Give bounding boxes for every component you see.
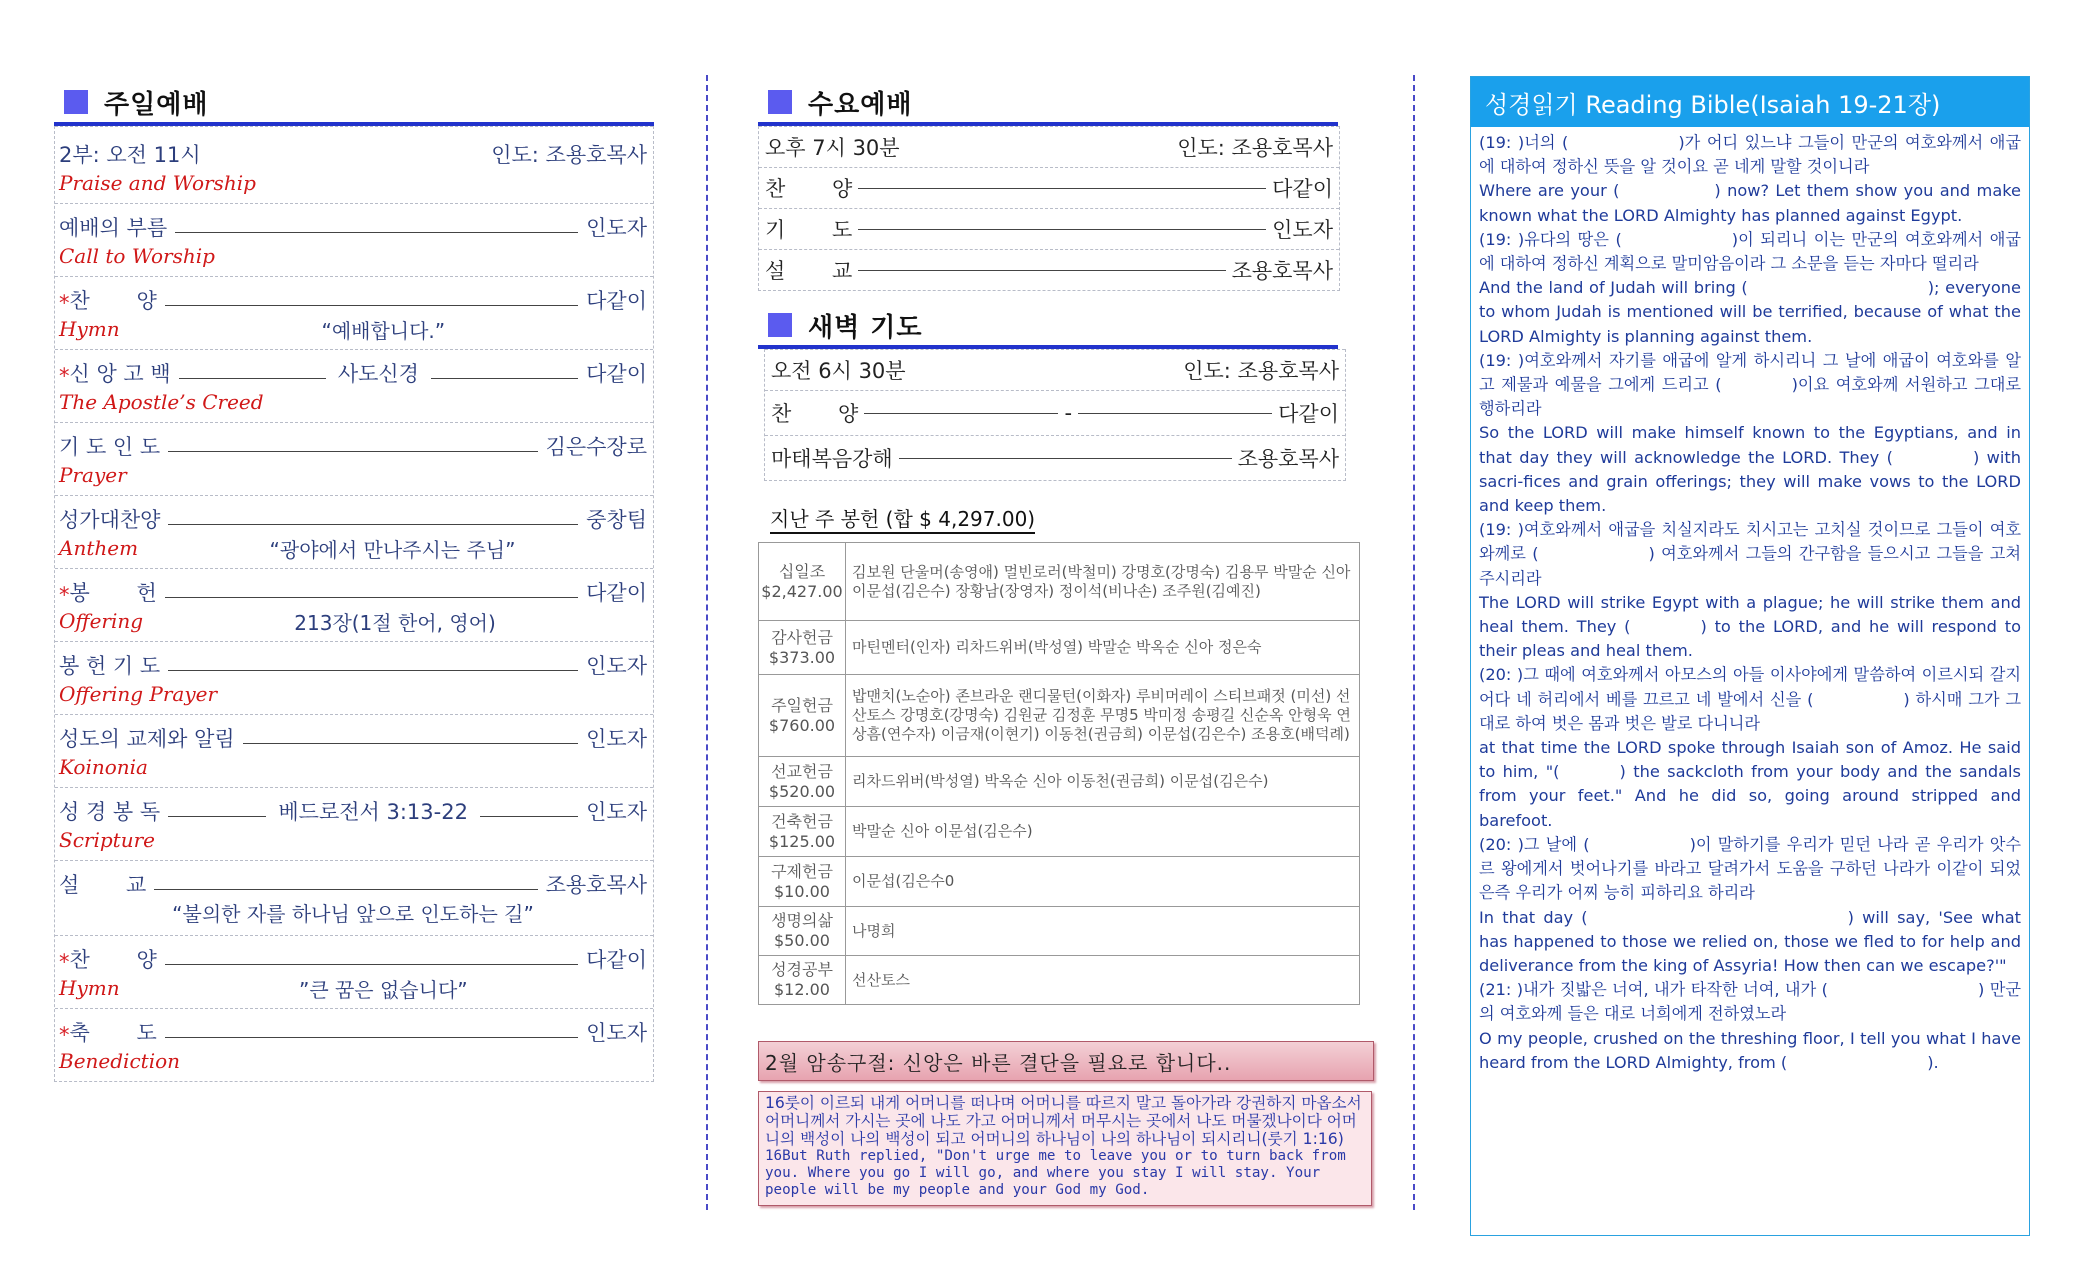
- wednesday-leader: 인도: 조용호목사: [1177, 136, 1333, 160]
- order-who: 다같이: [586, 362, 647, 386]
- offering-amount: $2,427.00: [761, 581, 843, 601]
- order-en: Hymn: [59, 317, 120, 341]
- reading-bible-section: [1470, 76, 2030, 1236]
- sunday-service-section: [54, 82, 654, 1082]
- wednesday-time-row: [759, 126, 1339, 167]
- dawn-time: 오전 6시 30분: [771, 359, 906, 383]
- order-label: 찬 양: [69, 289, 157, 313]
- reading-text: )이 되리니 이는 만군의 여호와께서 애굽에 대하여 정하신 계획으로 말미암음이라 그 소문을 듣는 자마다 떨리라: [1479, 229, 2021, 274]
- reading-text: (20: )그 날에 (: [1479, 834, 1590, 854]
- order-label: 봉 헌: [69, 581, 157, 605]
- order-en: Hymn: [59, 976, 120, 1000]
- order-en: Prayer: [59, 463, 127, 487]
- order-label: 봉 헌 기 도: [59, 654, 161, 678]
- order-en: Offering Prayer: [59, 682, 218, 706]
- reading-text: ) with sacri-fices and grain offerings; they will make vows to the LORD and keep them.: [1479, 447, 2022, 516]
- row-label: 기 도: [765, 218, 853, 242]
- service-time: 2부: 오전 11시: [59, 143, 201, 167]
- reading-text: (21: )내가 짓밟은 너여, 내가 타작한 너여, 내가 (: [1479, 980, 1828, 1000]
- reading-text: (19: )너의 (: [1479, 133, 1569, 152]
- order-label: 신 앙 고 백: [69, 362, 171, 386]
- order-en: Scripture: [59, 828, 155, 852]
- dawn-leader: 인도: 조용호목사: [1183, 359, 1339, 383]
- offering-category: 선교헌금: [771, 761, 833, 781]
- order-en: Anthem: [59, 536, 139, 560]
- reading-paragraph: [1479, 131, 2021, 179]
- reading-text: ); everyone to whom Judah is mentioned will be terrified, because of what the LORD Almighty is planning against them.: [1479, 278, 2021, 346]
- dawn-order: [764, 349, 1346, 481]
- star-mark: *: [59, 291, 70, 315]
- order-label: 설 교: [59, 873, 147, 897]
- offering-title: 지난 주 봉헌 (합 $ 4,297.00): [770, 503, 1035, 534]
- wednesday-header: [758, 82, 1338, 126]
- offering-category: 성경공부: [771, 960, 833, 979]
- order-item: [55, 787, 653, 860]
- row-label: 찬 양: [771, 402, 859, 426]
- table-row: [759, 956, 1360, 1005]
- row-mid: -: [1064, 401, 1073, 425]
- reading-text: O my people, crushed on the threshing floor, I tell you what I have heard from the LORD Almighty, from (: [1479, 1028, 2021, 1072]
- reading-text: Where are your (: [1479, 181, 1620, 201]
- order-mid: 사도신경: [337, 362, 419, 386]
- column-divider-left: [706, 75, 708, 1210]
- dawn-time-row: [765, 349, 1345, 390]
- weekday-section: [758, 82, 1362, 1206]
- order-item: [55, 568, 653, 641]
- reading-text: ) 하시매 그가 그대로 하여 벗은 몸과 벗은 발로 다니니라: [1479, 689, 2022, 733]
- table-row: [759, 757, 1360, 807]
- reading-paragraph: [1479, 228, 2021, 276]
- offering-amount: $125.00: [768, 831, 836, 851]
- order-item: [55, 935, 653, 1008]
- order-en: The Apostle’s Creed: [59, 390, 264, 414]
- offering-names: 선산토스: [846, 956, 1360, 1005]
- reading-paragraph: [1479, 421, 2021, 518]
- reading-paragraph: [1479, 736, 2021, 833]
- order-en: Benediction: [59, 1049, 181, 1073]
- wednesday-row: [759, 208, 1339, 249]
- order-label: 예배의 부름: [59, 216, 168, 240]
- reading-paragraph: [1479, 978, 2021, 1026]
- reading-paragraph: [1479, 833, 2021, 906]
- order-label: 축 도: [69, 1021, 157, 1045]
- row-who: 다같이: [1278, 402, 1339, 426]
- order-en-sub: “예배합니다.”: [321, 318, 446, 343]
- offering-names: 리차드위버(박성열) 박옥순 신아 이동천(권금희) 이문섭(김은수): [846, 757, 1360, 807]
- row-who: 인도자: [1272, 218, 1333, 242]
- wednesday-title: 수요예배: [808, 89, 913, 120]
- dawn-title: 새벽 기도: [808, 312, 923, 343]
- reading-body: [1471, 127, 2029, 1075]
- memory-verse-en: 16But Ruth replied, "Don't urge me to leave you or to turn back from you. Where you go I will go, and where you stay I will stay. Your people will be my people and your God my God.: [765, 1148, 1346, 1198]
- offering-names: 마틴멘터(인자) 리차드위버(박성열) 박말순 박옥순 신아 정은숙: [846, 621, 1360, 675]
- order-item: [55, 203, 653, 276]
- offering-category: 구제헌금: [771, 861, 833, 881]
- praise-en: Praise and Worship: [59, 171, 256, 195]
- offering-category: 주일헌금: [771, 695, 833, 715]
- order-mid: 베드로전서 3:13-22: [278, 800, 468, 824]
- offering-names: 밥맨치(노순아) 존브라운 랜디물턴(이화자) 루비머레이 스티브패젓 (미선) 선산토스 강명호(강명숙) 김원균 김정훈 무명5 박미정 송평길 신순옥 안형욱 연상흠(연수자) 이금재(이현기) 이동천(권금희) 이문섭(김은수) 조용호(배덕례): [846, 675, 1360, 757]
- reading-text: (20: )그 때에 여호와께서 아모스의 아들 이사야에게 말씀하여 이르시되 갈지어다 네 허리에서 베를 끄르고 네 발에서 신을 (: [1479, 665, 2021, 709]
- memory-verse-ko: 16룻이 이르되 내게 어머니를 떠나며 어머니를 따르지 말고 돌아가라 강권하지 마옵소서 어머니께서 가시는 곳에 나도 가고 어머니께서 머무시는 곳에서 나도 머물겠나이다 어머니의 백성이 나의 백성이 되고 어머니의 하나님이 나의 하나님이 되시리니(룻기 1:16): [765, 1094, 1362, 1148]
- reading-text: )가 어디 있느냐 그들이 만군의 여호와께서 애굽에 대하여 정하신 뜻을 알 것이요 곧 네게 말할 것이니라: [1479, 133, 2021, 177]
- order-who: 인도자: [586, 216, 647, 240]
- offering-category: 건축헌금: [771, 811, 833, 831]
- order-who: 인도자: [586, 654, 647, 678]
- order-item: [55, 495, 653, 568]
- memory-verse-box: [758, 1091, 1372, 1206]
- offering-category: 감사헌금: [771, 627, 833, 647]
- column-divider-right: [1413, 75, 1415, 1210]
- reading-text: ) to the LORD, and he will respond to their pleas and heal them.: [1479, 617, 2021, 661]
- reading-text: (19: )여호와께서 애굽을 치실지라도 치시고는 고치실 것이므로 그들이 여호와께로 (: [1479, 520, 2021, 564]
- order-item: [55, 422, 653, 495]
- blue-square-icon: [768, 90, 792, 114]
- reading-text: ) now? Let them show you and make known what the LORD Almighty has planned against Egypt.: [1479, 181, 2022, 225]
- order-label: 찬 양: [69, 948, 157, 972]
- offering-table: [758, 542, 1360, 1005]
- row-label: 설 교: [765, 259, 853, 283]
- star-mark: *: [59, 950, 70, 974]
- order-en-sub: 213장(1절 한어, 영어): [294, 610, 496, 635]
- dawn-row: [765, 390, 1345, 435]
- reading-title: 성경읽기 Reading Bible(Isaiah 19-21장): [1471, 77, 2029, 127]
- memory-verse-title: 2월 암송구절: 신앙은 바른 결단을 필요로 합니다..: [758, 1041, 1374, 1081]
- reading-text: (19: )유다의 땅은 (: [1479, 229, 1622, 249]
- reading-paragraph: [1479, 906, 2021, 979]
- reading-text: ) the sackcloth from your body and the sandals from your feet." And he did so, going around stripped and barefoot.: [1479, 762, 2021, 830]
- order-en: Offering: [59, 609, 144, 633]
- dawn-header: [758, 305, 1338, 349]
- wednesday-row: [759, 249, 1339, 290]
- wednesday-row: [759, 167, 1339, 208]
- order-label: 성가대찬양: [59, 508, 161, 532]
- star-mark: *: [59, 364, 70, 388]
- table-row: [759, 675, 1360, 757]
- reading-paragraph: [1479, 1027, 2021, 1075]
- star-mark: *: [59, 1023, 70, 1047]
- reading-paragraph: [1479, 591, 2021, 664]
- row-who: 다같이: [1272, 177, 1333, 201]
- reading-text: ) will say, 'See what has happened to those we relied on, those we fled to for help and deliverance from the king of Assyria! How then can we escape?'": [1479, 907, 2021, 975]
- order-who: 인도자: [586, 727, 647, 751]
- reading-text: )이요 여호와께 서원하고 그대로 행하리라: [1479, 375, 2021, 419]
- reading-paragraph: [1479, 179, 2021, 227]
- reading-text: And the land of Judah will bring (: [1479, 278, 1748, 298]
- row-label: 찬 양: [765, 177, 853, 201]
- order-label: 기 도 인 도: [59, 435, 161, 459]
- order-who: 인도자: [586, 1021, 647, 1045]
- service-time-row: [55, 126, 653, 203]
- order-who: 김은수장로: [545, 435, 647, 459]
- star-mark: *: [59, 583, 70, 607]
- reading-text: ) 만군의 여호와께 들은 대로 너희에게 전하였노라: [1479, 980, 2021, 1024]
- reading-text: ).: [1927, 1052, 1939, 1072]
- order-who: 중창팀: [586, 508, 647, 532]
- offering-amount: $10.00: [774, 881, 830, 901]
- wednesday-order: [758, 126, 1340, 291]
- reading-text: So the LORD will make himself known to the Egyptians, and in that day they will acknowledge the LORD. They (: [1479, 423, 2021, 467]
- offering-names: 박말순 신아 이문섭(김은수): [846, 807, 1360, 857]
- table-row: [759, 857, 1360, 907]
- order-item: [55, 714, 653, 787]
- offering-names: 이문섭(김은수0: [846, 857, 1360, 907]
- order-item: [55, 1008, 653, 1081]
- row-who: 조용호목사: [1231, 259, 1333, 283]
- reading-text: In that day (: [1479, 907, 1588, 927]
- sunday-order: [54, 126, 654, 1082]
- order-en: Call to Worship: [59, 244, 215, 268]
- table-row: [759, 621, 1360, 675]
- order-who: 다같이: [586, 948, 647, 972]
- order-item: [55, 349, 653, 422]
- row-who: 조용호목사: [1237, 447, 1339, 471]
- offering-names: 김보원 단울머(송영애) 멀빈로러(박철미) 강명호(강명숙) 김용무 박말순 신아 이문섭(김은수) 장황남(장영자) 정이석(비나손) 조주원(김예진): [846, 543, 1360, 621]
- blue-square-icon: [768, 313, 792, 337]
- order-who: 조용호목사: [545, 873, 647, 897]
- offering-category: 생명의삶: [771, 911, 833, 930]
- table-row: [759, 907, 1360, 956]
- order-who: 인도자: [586, 800, 647, 824]
- order-item: [55, 641, 653, 714]
- table-row: [759, 543, 1360, 621]
- order-label: 성 경 봉 독: [59, 800, 161, 824]
- service-leader: 인도: 조용호목사: [491, 143, 647, 167]
- reading-paragraph: [1479, 276, 2021, 349]
- order-en-sub: “광야에서 만나주시는 주님”: [269, 537, 516, 562]
- order-en-sub: ”큰 꿈은 없습니다”: [298, 977, 468, 1002]
- reading-text: )이 말하기를 우리가 믿던 나라 곧 우리가 앗수르 왕에게서 벗어나기를 바라고 달려가서 도움을 구하던 나라가 이같이 되었은즉 우리가 어찌 능히 피하리요 하리라: [1479, 834, 2021, 903]
- reading-text: The LORD will strike Egypt with a plague; he will strike them and heal them. They (: [1479, 592, 2021, 637]
- reading-text: (19: )여호와께서 자기를 애굽에 알게 하시리니 그 날에 애굽이 여호와를 알고 제물과 예물을 그에게 드리고 (: [1479, 350, 2021, 395]
- reading-text: ) 여호와께서 그들의 간구함을 들으시고 그들을 고쳐 주시리라: [1479, 544, 2021, 588]
- order-en: Koinonia: [59, 755, 148, 779]
- sermon-title: “불의한 자를 하나님 앞으로 인도하는 길”: [172, 902, 534, 926]
- reading-paragraph: [1479, 349, 2021, 422]
- offering-amount: $520.00: [768, 781, 836, 801]
- offering-amount: $373.00: [768, 647, 836, 667]
- order-item: [55, 860, 653, 935]
- sunday-header: [54, 82, 654, 126]
- wednesday-time: 오후 7시 30분: [765, 136, 900, 160]
- offering-amount: $760.00: [768, 715, 836, 735]
- table-row: [759, 807, 1360, 857]
- dawn-row: [765, 435, 1345, 480]
- offering-names: 나명희: [846, 907, 1360, 956]
- offering-category: 십일조: [778, 561, 826, 581]
- order-label: 성도의 교제와 알림: [59, 727, 235, 751]
- blue-square-icon: [64, 90, 88, 114]
- offering-amount: $50.00: [774, 931, 830, 950]
- reading-paragraph: [1479, 518, 2021, 591]
- order-who: 다같이: [586, 581, 647, 605]
- reading-text: at that time the LORD spoke through Isaiah son of Amoz. He said to him, "(: [1479, 738, 2021, 782]
- order-item: [55, 276, 653, 349]
- sunday-title: 주일예배: [104, 89, 209, 120]
- order-who: 다같이: [586, 289, 647, 313]
- reading-paragraph: [1479, 663, 2021, 736]
- offering-amount: $12.00: [774, 980, 830, 999]
- row-label: 마태복음강해: [771, 447, 893, 471]
